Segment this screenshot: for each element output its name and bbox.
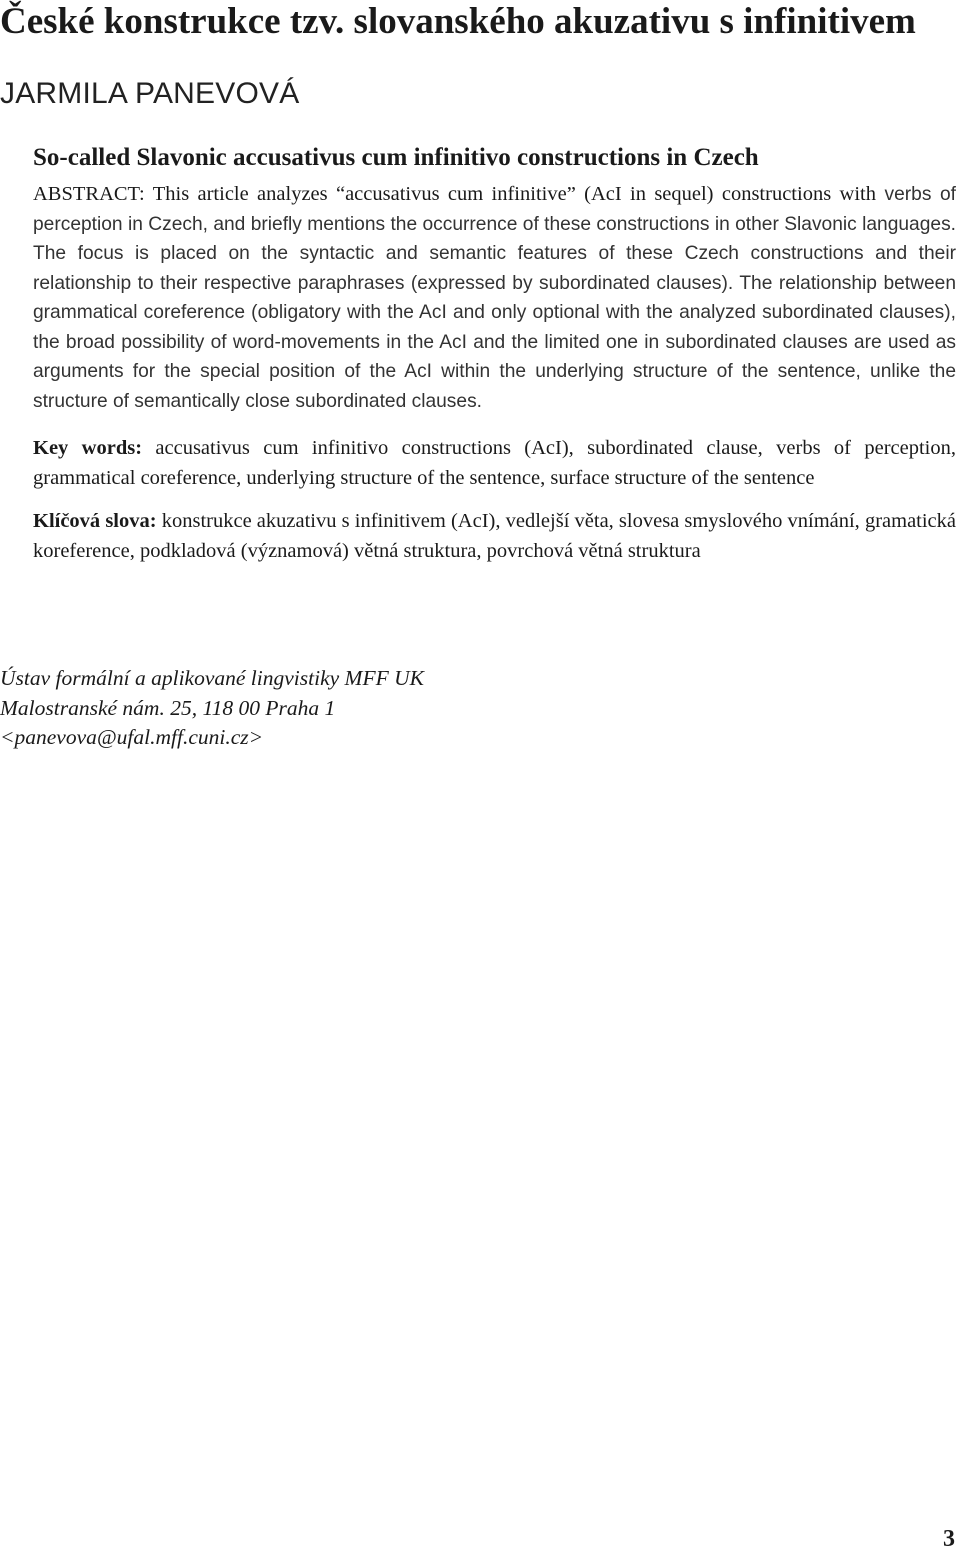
english-title: So-called Slavonic accusativus cum infinitivo constructions in Czech — [33, 144, 759, 171]
keywords-english — [33, 434, 956, 493]
page-number: 3 — [943, 1526, 955, 1552]
keywords-czech — [33, 507, 956, 566]
abstract-body: verbs of perception in Czech, and briefly mentions the occurrence of these constructions in other Slavonic languages. The focus is placed on the syntactic and semantic features of these Czech constructions and their relationship to their respective paraphrases (expressed by subordinated clauses). The relationship between grammatical coreference (obligatory with the AcI and only optional with the analyzed subordinated clauses), the broad possibility of word-movements in the AcI and the limited one in subordinated clauses are used as arguments for the special position of the AcI within the underlying structure of the sentence, unlike the structure of semantically close subordinated clauses. — [33, 184, 957, 412]
abstract-first-line: ABSTRACT: This article analyzes “accusativus cum infinitive” (AcI in sequel) constructions with — [33, 183, 876, 205]
keywords-label: Key words: — [33, 437, 143, 459]
keywords-text: accusativus cum infinitivo constructions (AcI), subordinated clause, verbs of perception, grammatical coreference, underlying structure of the sentence, surface structure of the sentence — [33, 437, 957, 489]
article-title: České konstrukce tzv. slovanského akuzativu s infinitivem — [0, 1, 916, 42]
klicova-slova-label: Klíčová slova: — [33, 510, 157, 532]
institute-address: Malostranské nám. 25, 118 00 Praha 1 — [0, 695, 336, 720]
author-affiliation — [0, 664, 424, 753]
author-name: JARMILA PANEVOVÁ — [0, 77, 300, 110]
institute-name: Ústav formální a aplikované lingvistiky MFF UK — [0, 666, 424, 690]
klicova-slova-text: konstrukce akuzativu s infinitivem (AcI), vedlejší věta, slovesa smyslového vnímání, gramatická koreference, podkladová (významová) větná struktura, povrchová větná struktura — [33, 510, 957, 562]
author-email: <panevova@ufal.mff.cuni.cz> — [0, 725, 264, 749]
article-body — [33, 142, 956, 566]
abstract — [33, 180, 956, 416]
